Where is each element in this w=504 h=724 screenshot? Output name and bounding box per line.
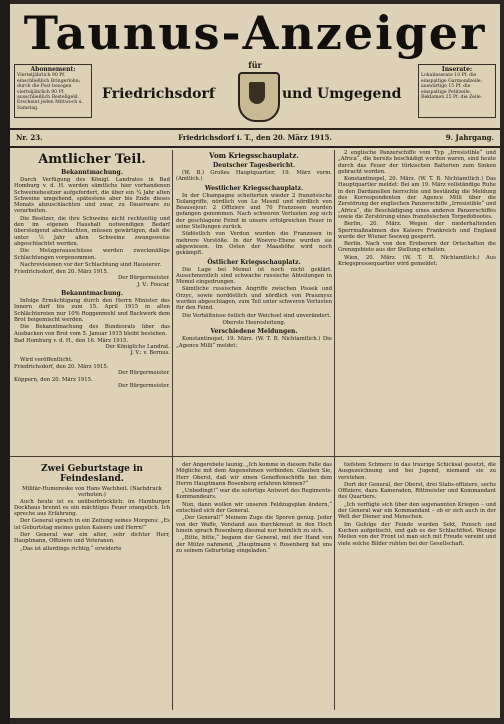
paragraph: Wien, 20. März. (W. T. B. Nichtamtlich.) Aus Kriegspressequartier wird gemeldet: (338, 254, 496, 268)
subtitle-left: Friedrichsdorf (102, 86, 215, 102)
coat-of-arms-icon (238, 72, 280, 122)
paragraph: „Bitte, bitte,“ begann der General, mit der Hand von der Mütze nahmend, „Hauptmann v. Rosenberg hat uns zu seinem Geburtstag eingeladen.“ (176, 535, 332, 554)
subtitle-right: und Umgegend (282, 86, 402, 102)
paragraph: Die Lage bei Memel ist noch nicht geklärt. Ausschmerzlich sind schwache russische Abteilungen in Memel eingedrungen. (176, 266, 332, 286)
sub-heading: Verschiedene Meldungen. (210, 328, 298, 336)
section-heading: Amtlicher Teil. (38, 152, 146, 167)
signature-line: Der Königliche Landrat. (105, 344, 170, 351)
subscription-box-head: Abonnement: (30, 66, 76, 73)
notice-heading: Bekanntmachung. (61, 169, 123, 176)
paragraph: Infolge Ermächtigung durch den Herrn Minister des Innern darf bis zum 15. April 1915 in allen Schlächtereien nur 10% Roggenmehl und Backwerk dem Brot beigemischt werden. (14, 298, 170, 323)
official-section (14, 150, 170, 389)
signature-line: Friedrichsdorf, den 20. März 1915. (14, 364, 109, 371)
feuilleton-column (176, 462, 332, 555)
signature-line: Bad Homburg v. d. H., den 16. März 1915. (14, 337, 129, 344)
paragraph: In der Champagne scheiterten wieder 2 französische Teilangriffe, nördlich von Le Mesnil und nördlich von Beauséjour. 2 Offiziere und 70 Franzosen wurden gefangen genommen. Nach schweren Verlusten zog sich der geschlagene Feind in unsere erfolgreichen Feuer in seine Stellungen zurück. (176, 192, 332, 231)
sub-heading: Deutscher Tagesbericht. (212, 162, 296, 169)
paragraph: der Angerebete launig. „Ich komme in diesem Falle das Mögliche mit dem Angenehmen verbinden. Glauben Sie, Herr Oberst, daß wir einen Geneffenschöffe bei dem Herrn Hauptmann Rosenberg erfahren können?“ (176, 462, 332, 487)
paragraph: Sämtliche russischen Angriffe zwischen Pissek und Orzyc, sowie nordöstlich und nördlich von Prasznysz wurden abgeschlagen, zum Teil unter schweren Verlusten für den Feind. (176, 286, 332, 312)
volume-year: 9. Jahrgang. (445, 133, 494, 142)
signature-line: Der Bürgermeister. (118, 370, 170, 377)
signature-line: Oberste Heeresleitung. (222, 319, 286, 326)
notice-heading: Bekanntmachung. (61, 290, 123, 298)
feuilleton-column (14, 462, 170, 553)
paragraph: Dort der General, der Oberst, drei Stabs-offiziere, sechs Offiziere, dazu Kameraden, Rittmeister und Kommandant des Quartiers. (338, 481, 496, 501)
newspaper-title: Taunus-Anzeiger (23, 6, 487, 60)
paragraph: „Das ist allerdings richtig,“ erwiderte (20, 545, 122, 552)
paragraph: Berlin. Nach von den Eroberern der Ortschaften die Grenzgebiete aus der Stellung erhalten. (338, 241, 496, 254)
war-news-section (176, 150, 332, 350)
sub-heading: Westlicher Kriegsschauplatz. (204, 184, 304, 192)
paragraph: „Unbedingt!“ war die sofortige Antwort des Regiments-Kommandeurs. (176, 488, 332, 501)
place-date: Friedrichsdorf i. T., den 20. März 1915. (178, 133, 332, 142)
feuilleton-column (338, 462, 496, 548)
dateline (10, 128, 500, 148)
paragraph: tiefstem Schmerz in das traurige Schicksal gesetzt, die Ausgezeichnung und bei Jugend, niemand sie zu verstehen. (338, 462, 496, 481)
signature-line: Der Bürgermeister. (118, 275, 170, 282)
war-news-continued (338, 150, 496, 268)
signature-line: J. V.: v. Bernus. (130, 350, 170, 357)
signature-line: Friedrichsdorf, den 20. März 1915. (14, 269, 109, 276)
subscription-box (14, 64, 92, 118)
paragraph: Südöstlich von Verdun wurden die Franzosen in mehrere Vorstöße. In der Woevre-Ebene wurden sie abgewiesen. Im Osten der Maashöhe wird noch gekämpft. (176, 231, 332, 257)
paragraph: Die Bekanntmachung des Bundesrats über das Ausbacken von Brot vom 5. Januar 1915 bleibt bestehen. (14, 324, 170, 337)
paragraph: Durch Verfügung des Königl. Landrates in Bad Homburg v. d. H. werden sämtliche hier vorhandenen Schweinebesitzer aufgefordert, die über ein ¼ Jahr alten Schweine umgehend, spätestens aber bis Ende dieses Monats abzuschlachten und zwar, zu Dauerware zu verarbeiten. (14, 177, 170, 215)
paragraph: Der General sprach in ein Zeitung seines Morgens: „Es ist Geburtstag meines guten Kaisers und Herrn!“ (14, 518, 170, 531)
advert-rates-head: Inserate: (441, 66, 473, 73)
paragraph: Der General war ein alter, sehr dichter Herr, Hauptmann, Offiziere und Veteranen. (14, 532, 170, 545)
title-connector: für (248, 60, 262, 70)
story-title: Zwei Geburtstage in Feindesland. (41, 464, 143, 484)
signature-line: Köppern, den 20. März 1915. (14, 376, 93, 383)
paragraph: (W. B.) Großes Hauptquartier, 19. März vorm. (Amtlich.) (176, 170, 332, 183)
subscription-box-text: Vierteljährlich 90 Pf. einschließlich Bringerlohn; durch die Post bezogen vierteljährlich 90 Pf. ausschließlich Bestellgeld. Erscheint jeden Mittwoch u. Samstag. (17, 73, 84, 111)
paragraph: Die Besitzer, die ihre Schweine nicht rechtzeitig und den im eigenen Haushalt notwendigen Bedarf übersteigend abschlachten, müssen gewärtigen, daß die unter ½ Jahr alten Schweine zwangsweise abgeschlachtet werden. (14, 215, 170, 247)
sub-heading: Östlicher Kriegsschauplatz. (207, 258, 301, 266)
signature-line: Der Bürgermeister. (118, 382, 170, 389)
paragraph: Die Metzgerausschüsse werden zweckmäßige Schlachtungen vorgenommen. (14, 248, 170, 261)
paragraph: Auch heute ist es unüberbrücklich: im Hamburger Dockhaus brennt es ein mächtiges Feuer orangelich. Ich spreche aus Erfahrung. (14, 498, 170, 518)
paragraph: Nachrevisionen vor der Schlachtung sind Hausierer. (20, 261, 162, 268)
paragraph: Die Verhältnisse östlich der Weichsel sind unverändert. (182, 312, 332, 319)
paragraph: Wird veröffentlicht. (20, 356, 73, 363)
advert-rates-box (418, 64, 496, 118)
paragraph: Berlin, 20. März. Wegen der niederhaltenden Sperrmaßnahmen des Kaisers Frankreich und England wurde der Wiener Seeweg gesperrt. (338, 221, 496, 240)
paragraph: Konstantinopel, 20. März. (W. T. B. Nichtamtlich.) Das Hauptquartier meldet: Bei am 19. März vollständige Ruhe in den Dardanellen herrschte und beständig die Meldung des Korrespondenten der Agence Milli über die Zerstörung der englischen Panzerschiffe „Irresistible“ und „Africa“, die Beschädigung eines anderen Panzerschiffes sowie die Zerstörung eines französischen Torpedobootes. (338, 176, 496, 220)
column-rule (334, 150, 335, 710)
page-binding-shadow (0, 0, 10, 724)
section-heading: Vom Kriegsschauplatz. (209, 151, 299, 160)
newspaper-page (10, 4, 500, 718)
paragraph: Nun, dann wollen wir unseren Feldzugsplan ändern,“ entschied sich der General. (176, 501, 332, 515)
paragraph: „Ich verfügte sich über den sogenannten Kriegen – und der General war ein Kommandant – ob er sich auch in der Welt der Diener und Menschen. (338, 501, 496, 521)
advert-rates-text: Lokalinserate 10 Pf. die einspaltige Garmondzeile; auswärtige 15 Pf. die einspaltige Petitzeile. Reklamen 25 Pf. die Zeile. (421, 73, 483, 101)
paragraph: 2 englische Panzerschiffe vom Typ „Irresistible“ und „Africa“, die bereits beschädigt worden waren, sind heute durch das Feuer der türkischen Batterien zum Sinken gebracht worden. (338, 150, 496, 175)
masthead (10, 4, 500, 152)
paragraph: Konstantinopel, 19. März. (W. T. B. Nichtamtlich.) Die „Agence Milli“ meldet: (176, 336, 332, 349)
story-subtitle: Militär-Humoreske von Hans Wachheit. (Nachdruck verboten.) (22, 486, 162, 499)
paragraph: „Der General!“ Meinem Zuge die Sporen genug. Jeder von der Waffe, Vorstand aus durchkreuzt in den Hoch hinein sprach Rosenberg diesmal nur heimlich zu sich. (176, 515, 332, 534)
section-divider (10, 456, 500, 457)
column-rule (172, 150, 173, 710)
paragraph: Im Gefolge der Feinde wurden Sekt, Punsch und Kuchen aufgetischt, und gab es der Schlachtfest. Wenige Meilen von der Front ist man sich mit Freude vereint und viele solche Bilder ruhten bei der Gesellschaft. (338, 521, 496, 547)
signature-line: J. V.: Foucar. (137, 281, 170, 288)
issue-number: Nr. 23. (16, 133, 43, 142)
